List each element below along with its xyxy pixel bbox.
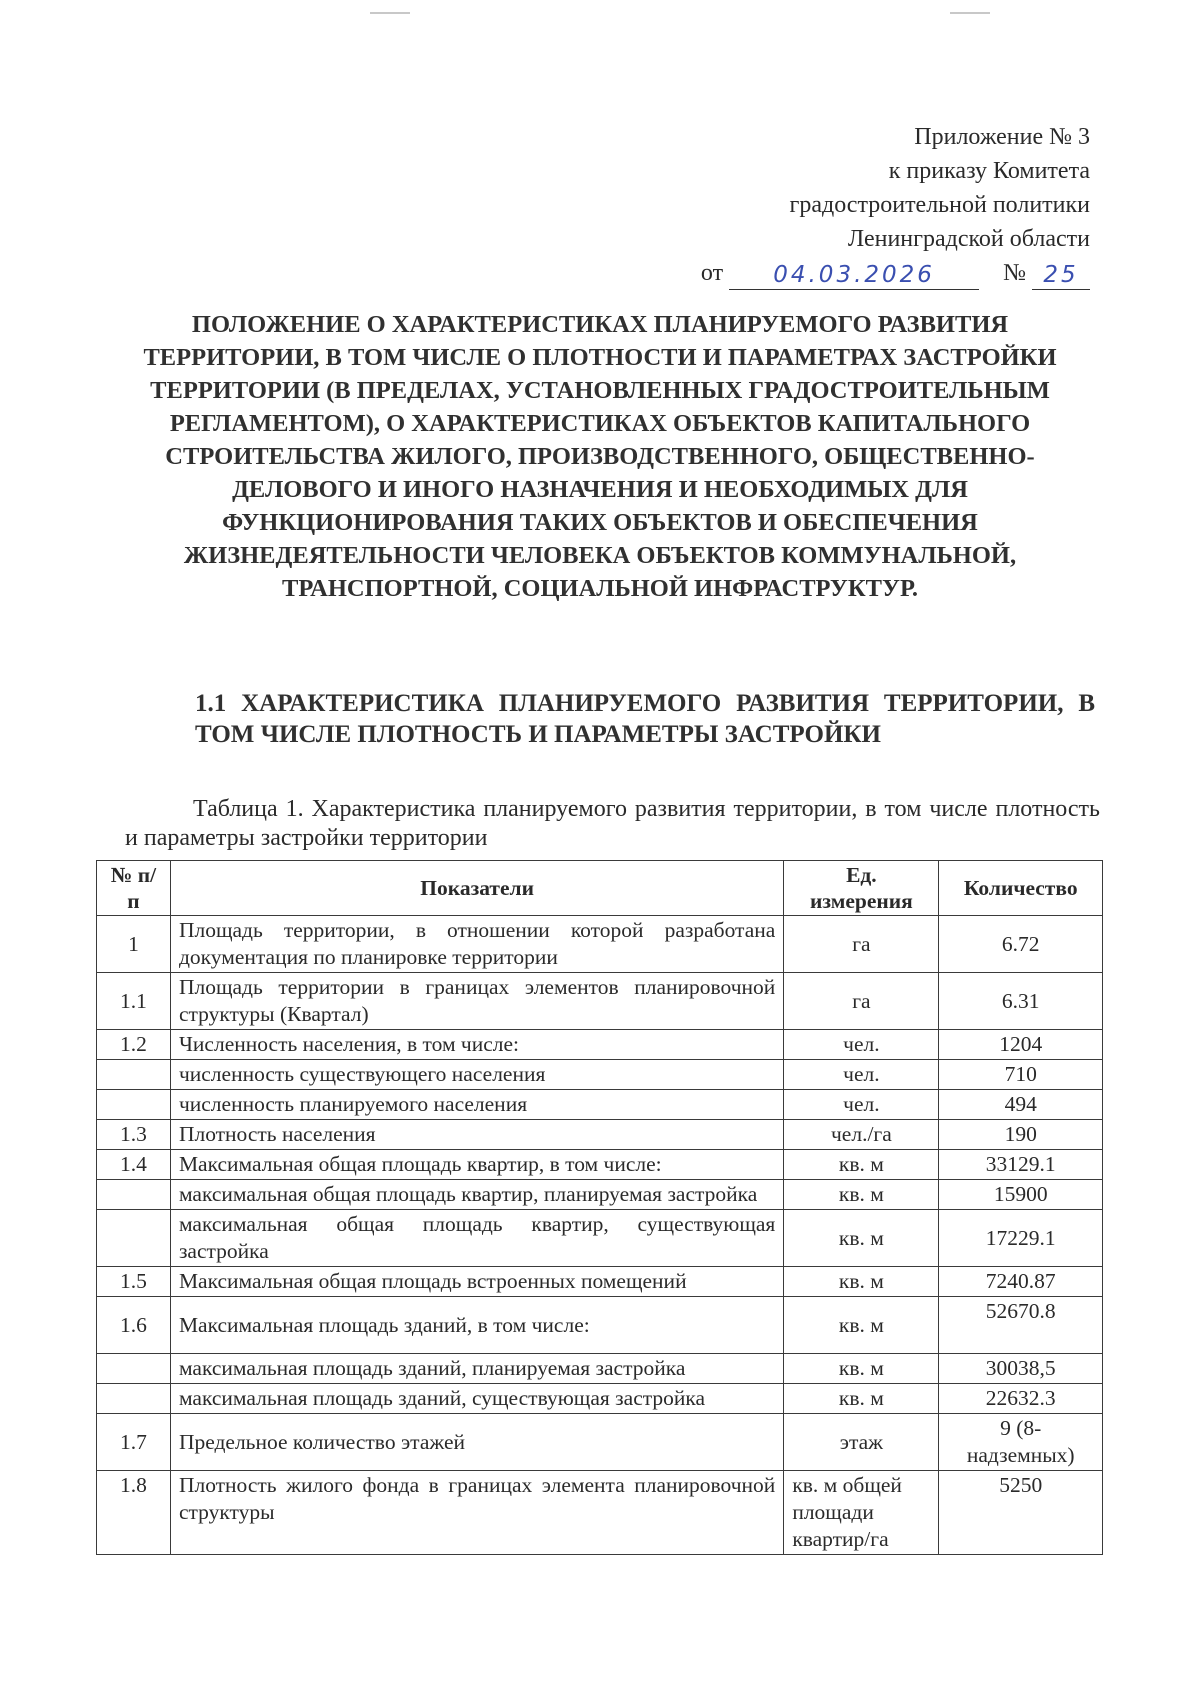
appendix-line-1: Приложение № 3: [914, 124, 1090, 150]
cell-name: Плотность жилого фонда в границах элемента планировочной структуры: [170, 1471, 783, 1555]
cell-unit: кв. м: [784, 1354, 939, 1384]
cell-qty: 6.72: [939, 916, 1103, 973]
cell-unit: чел.: [784, 1060, 939, 1090]
cell-unit: кв. м: [784, 1180, 939, 1210]
cell-qty: 15900: [939, 1180, 1103, 1210]
order-date-row: [701, 256, 1090, 290]
cell-unit: кв. м: [784, 1297, 939, 1354]
cell-qty: 5250: [939, 1471, 1103, 1555]
cell-qty: 33129.1: [939, 1150, 1103, 1180]
cell-name: максимальная общая площадь квартир, существующая застройка: [170, 1210, 783, 1267]
parameters-table: [96, 860, 1103, 1555]
cell-qty: 17229.1: [939, 1210, 1103, 1267]
table-row: [97, 1297, 1103, 1354]
cell-qty: 22632.3: [939, 1384, 1103, 1414]
cell-no: [97, 1180, 171, 1210]
cell-no: 1.8: [97, 1471, 171, 1555]
cell-no: 1.7: [97, 1414, 171, 1471]
cell-qty: 7240.87: [939, 1267, 1103, 1297]
appendix-line-2: к приказу Комитета: [888, 158, 1090, 184]
document-title: ПОЛОЖЕНИЕ О ХАРАКТЕРИСТИКАХ ПЛАНИРУЕМОГО РАЗВИТИЯ ТЕРРИТОРИИ, В ТОМ ЧИСЛЕ О ПЛОТНОСТИ И ПАРАМЕТРАХ ЗАСТРОЙКИ ТЕРРИТОРИИ (В ПРЕДЕЛАХ, УСТАНОВЛЕННЫХ ГРАДОСТРОИТЕЛЬНЫМ РЕГЛАМЕНТОМ), О ХАРАКТЕРИСТИКАХ ОБЪЕКТОВ КАПИТАЛЬНОГО СТРОИТЕЛЬСТВА ЖИЛОГО, ПРОИЗВОДСТВЕННОГО, ОБЩЕСТВЕННО-ДЕЛОВОГО И ИНОГО НАЗНАЧЕНИЯ И НЕОБХОДИМЫХ ДЛЯ ФУНКЦИОНИРОВАНИЯ ТАКИХ ОБЪЕКТОВ И ОБЕСПЕЧЕНИЯ ЖИЗНЕДЕЯТЕЛЬНОСТИ ЧЕЛОВЕКА ОБЪЕКТОВ КОММУНАЛЬНОЙ, ТРАНСПОРТНОЙ, СОЦИАЛЬНОЙ ИНФРАСТРУКТУР.: [143, 311, 1057, 602]
table-row: [97, 1471, 1103, 1555]
table-row: [97, 1060, 1103, 1090]
cell-unit: кв. м общей площади квартир/га: [784, 1471, 939, 1555]
cell-no: 1.3: [97, 1120, 171, 1150]
cell-name: численность планируемого населения: [170, 1090, 783, 1120]
cell-unit: га: [784, 973, 939, 1030]
cell-no: [97, 1090, 171, 1120]
order-number: 25: [1032, 261, 1090, 290]
table-row: [97, 1090, 1103, 1120]
table-row: [97, 1030, 1103, 1060]
appendix-line-3: градостроительной политики: [789, 192, 1090, 218]
header-qty: Количество: [939, 861, 1103, 916]
cell-unit: кв. м: [784, 1267, 939, 1297]
table-row: [97, 1210, 1103, 1267]
cell-name: Площадь территории в границах элементов планировочной структуры (Квартал): [170, 973, 783, 1030]
table-row: [97, 973, 1103, 1030]
cell-no: 1.2: [97, 1030, 171, 1060]
cell-name: Максимальная общая площадь встроенных помещений: [170, 1267, 783, 1297]
scan-mark-right: [950, 12, 990, 14]
cell-no: [97, 1210, 171, 1267]
appendix-block: [701, 120, 1090, 290]
cell-qty: 190: [939, 1120, 1103, 1150]
cell-no: 1.4: [97, 1150, 171, 1180]
cell-name: максимальная площадь зданий, существующая застройка: [170, 1384, 783, 1414]
cell-qty: 1204: [939, 1030, 1103, 1060]
order-date: 04.03.2026: [729, 261, 979, 290]
cell-unit: чел./га: [784, 1120, 939, 1150]
table-header-row: [97, 861, 1103, 916]
cell-name: Площадь территории, в отношении которой разработана документация по планировке территории: [170, 916, 783, 973]
table-row: [97, 1384, 1103, 1414]
cell-name: максимальная площадь зданий, планируемая застройка: [170, 1354, 783, 1384]
table-row: [97, 1354, 1103, 1384]
cell-name: Предельное количество этажей: [170, 1414, 783, 1471]
header-no: № п/п: [97, 861, 171, 916]
table-row: [97, 1120, 1103, 1150]
cell-no: 1.1: [97, 973, 171, 1030]
cell-qty: 494: [939, 1090, 1103, 1120]
table-caption: Таблица 1. Характеристика планируемого развития территории, в том числе плотность и параметры застройки территории: [125, 796, 1100, 851]
section-heading: 1.1 ХАРАКТЕРИСТИКА ПЛАНИРУЕМОГО РАЗВИТИЯ ТЕРРИТОРИИ, В ТОМ ЧИСЛЕ ПЛОТНОСТЬ И ПАРАМЕТРЫ ЗАСТРОЙКИ: [195, 690, 1095, 748]
cell-no: [97, 1060, 171, 1090]
cell-name: Максимальная общая площадь квартир, в том числе:: [170, 1150, 783, 1180]
cell-name: Максимальная площадь зданий, в том числе:: [170, 1297, 783, 1354]
table-row: [97, 916, 1103, 973]
cell-no: 1: [97, 916, 171, 973]
table-row: [97, 1267, 1103, 1297]
cell-name: максимальная общая площадь квартир, планируемая застройка: [170, 1180, 783, 1210]
cell-unit: чел.: [784, 1090, 939, 1120]
cell-qty: 9 (8-надземных): [939, 1414, 1103, 1471]
cell-unit: кв. м: [784, 1150, 939, 1180]
cell-no: [97, 1384, 171, 1414]
cell-qty: 710: [939, 1060, 1103, 1090]
header-name: Показатели: [170, 861, 783, 916]
cell-no: 1.6: [97, 1297, 171, 1354]
cell-name: Плотность населения: [170, 1120, 783, 1150]
header-unit: Ед. измерения: [784, 861, 939, 916]
cell-name: Численность населения, в том числе:: [170, 1030, 783, 1060]
appendix-line-4: Ленинградской области: [847, 226, 1090, 252]
cell-no: [97, 1354, 171, 1384]
cell-unit: кв. м: [784, 1384, 939, 1414]
cell-qty: 30038,5: [939, 1354, 1103, 1384]
number-prefix: №: [1003, 260, 1026, 286]
cell-name: численность существующего населения: [170, 1060, 783, 1090]
cell-qty: 6.31: [939, 973, 1103, 1030]
table-row: [97, 1414, 1103, 1471]
cell-unit: этаж: [784, 1414, 939, 1471]
scan-mark-left: [370, 12, 410, 14]
cell-unit: чел.: [784, 1030, 939, 1060]
table-row: [97, 1180, 1103, 1210]
cell-qty: 52670.8: [939, 1297, 1103, 1354]
date-prefix: от: [700, 260, 724, 286]
cell-unit: га: [784, 916, 939, 973]
table-row: [97, 1150, 1103, 1180]
cell-unit: кв. м: [784, 1210, 939, 1267]
cell-no: 1.5: [97, 1267, 171, 1297]
